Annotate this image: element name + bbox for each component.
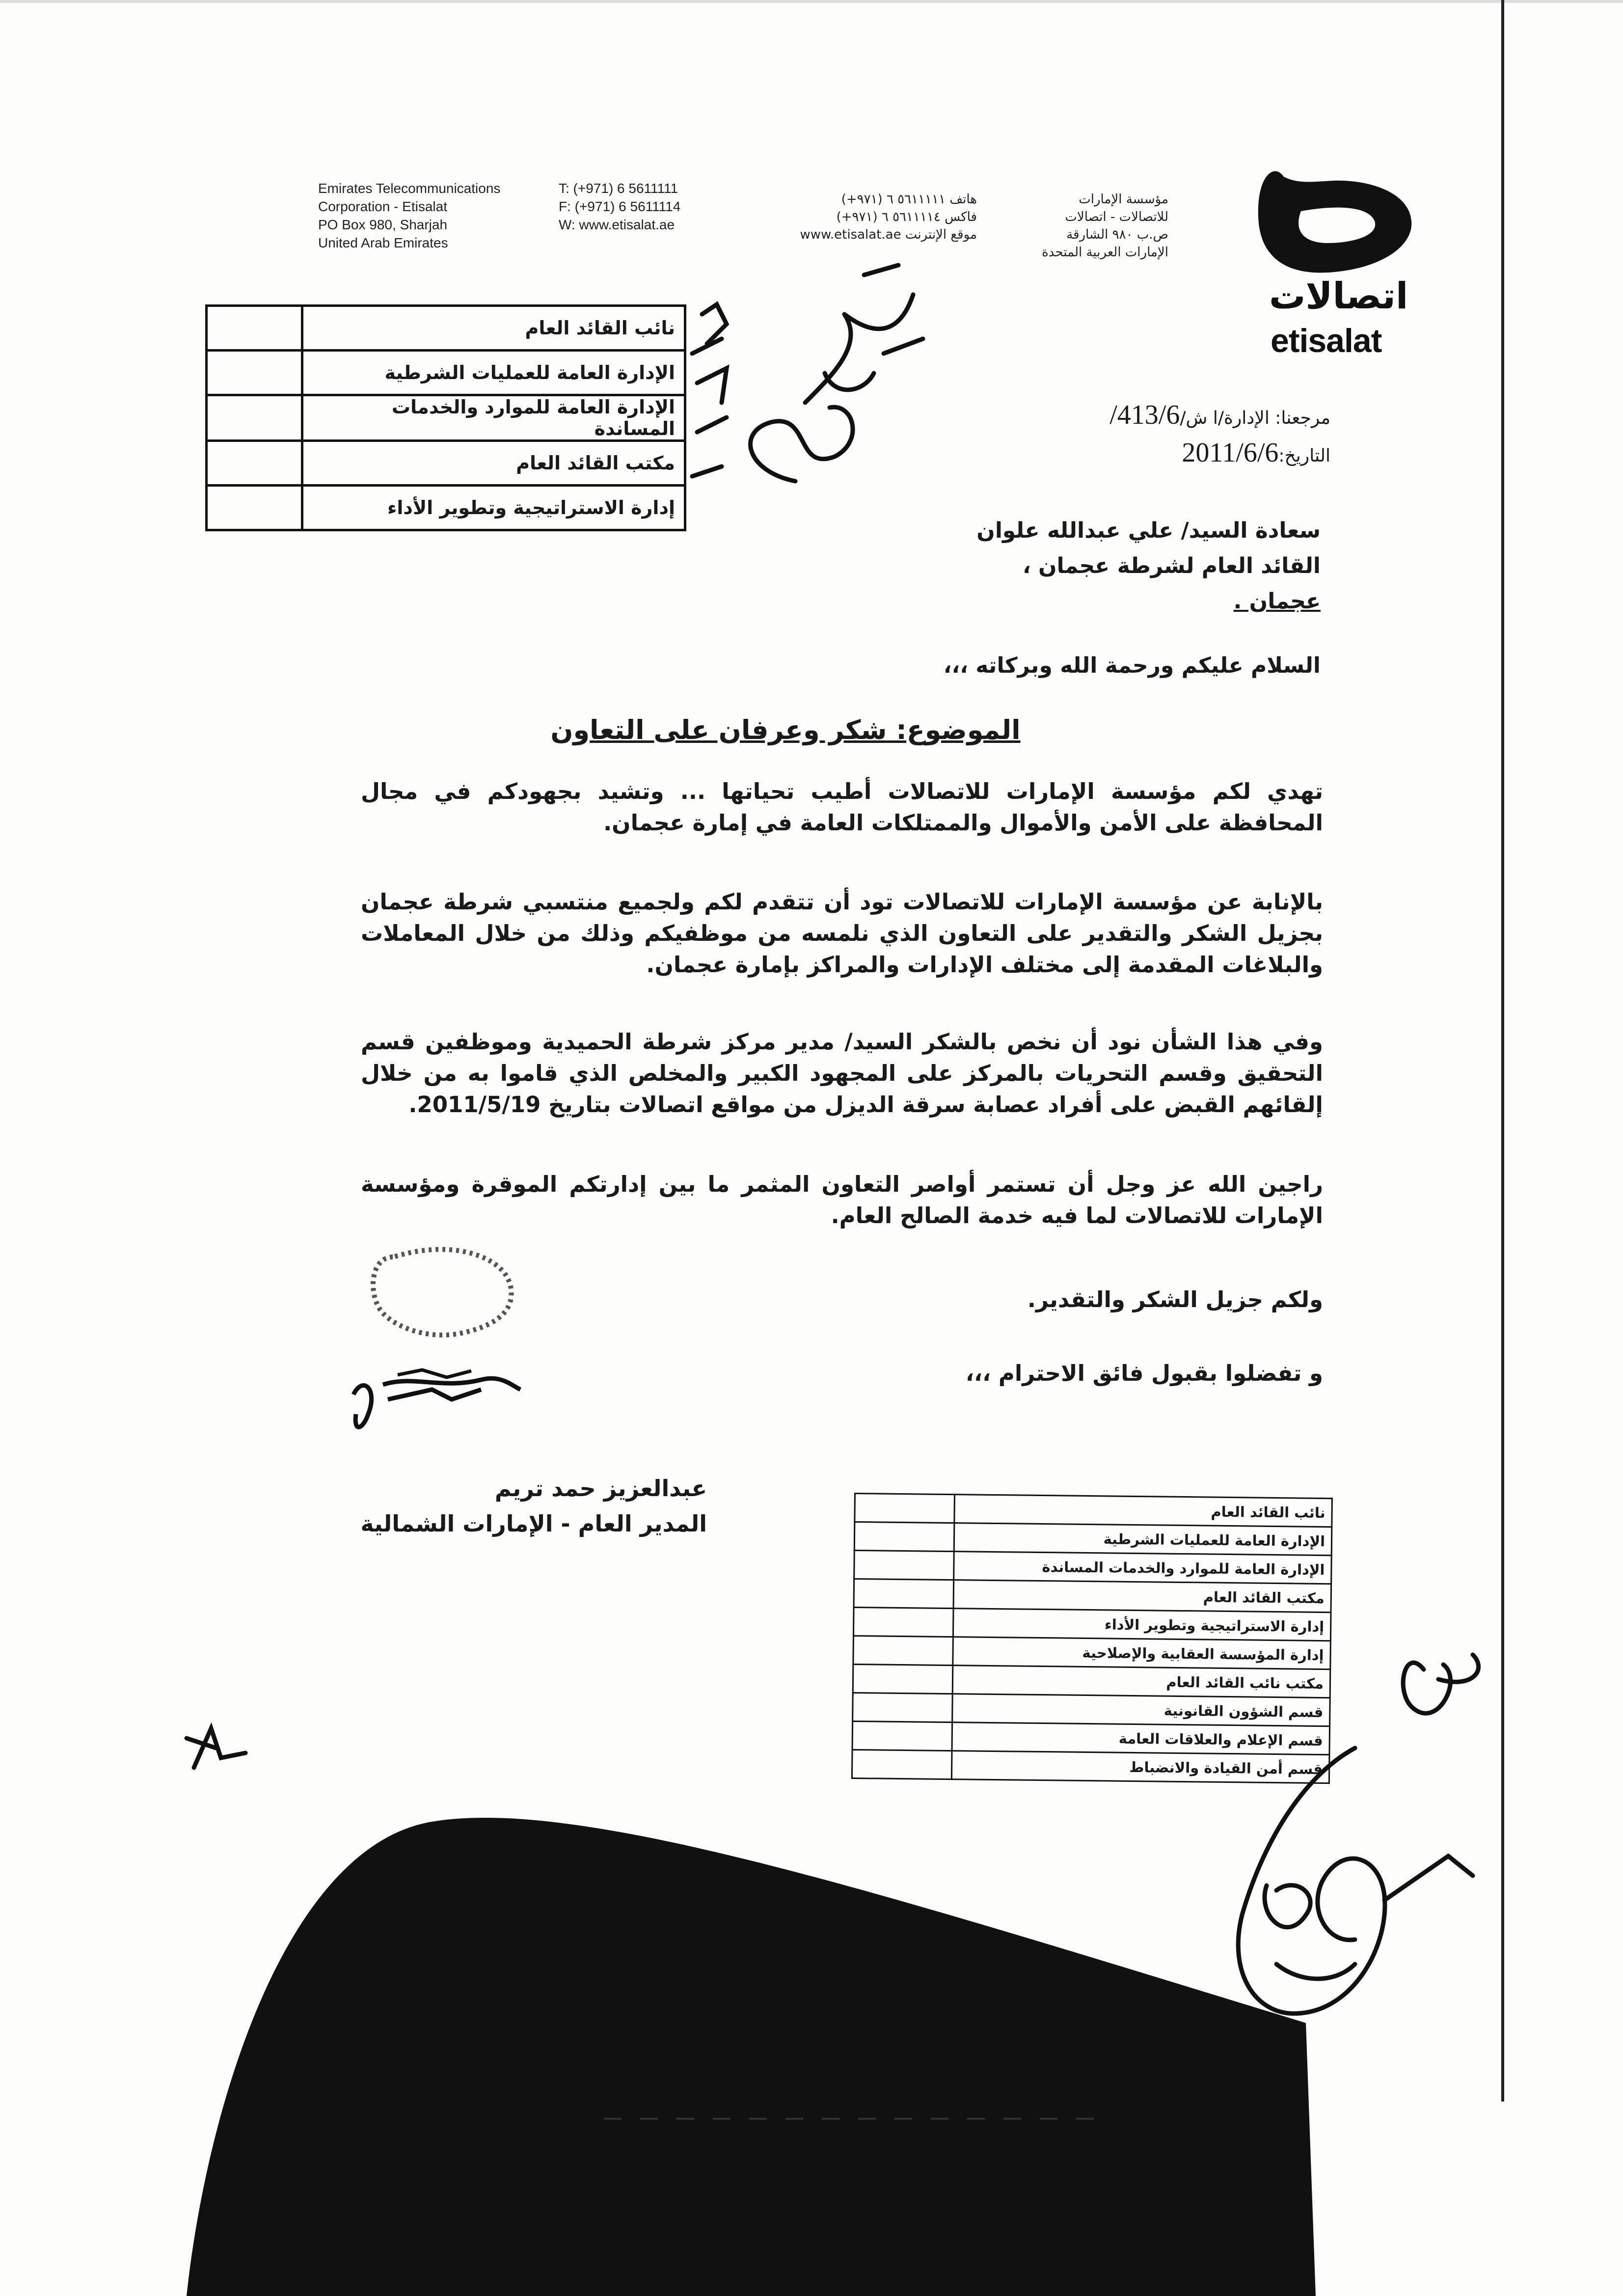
routing-label: قسم أمن القيادة والانضباط bbox=[951, 1751, 1329, 1783]
routing-check-cell bbox=[853, 1693, 953, 1722]
addressee-city: عجمان . bbox=[1233, 589, 1321, 614]
routing-check-cell bbox=[853, 1636, 953, 1665]
signature-stamp-icon bbox=[334, 1228, 638, 1483]
routing-label: قسم الشؤون القانونية bbox=[952, 1694, 1330, 1726]
routing-check-cell bbox=[854, 1551, 954, 1580]
scan-edge bbox=[1501, 0, 1504, 2102]
routing-row bbox=[207, 486, 685, 530]
routing-label: الإدارة العامة للموارد والخدمات المساندة bbox=[954, 1552, 1332, 1584]
closing-thanks: ولكم جزيل الشكر والتقدير. bbox=[1027, 1286, 1323, 1312]
routing-row bbox=[207, 351, 685, 395]
routing-row bbox=[852, 1721, 1330, 1754]
closing-regards: و تفضلوا بقبول فائق الاحترام ،،، bbox=[965, 1360, 1323, 1386]
routing-check-cell bbox=[855, 1494, 955, 1523]
website-ar: موقع الإنترنت www.etisalat.ae bbox=[800, 227, 977, 242]
routing-check-cell bbox=[852, 1721, 952, 1750]
company-address-line: United Arab Emirates bbox=[318, 235, 448, 250]
routing-label: قسم الإعلام والعلاقات العامة bbox=[952, 1722, 1330, 1755]
contact-info-en bbox=[559, 179, 680, 234]
routing-row bbox=[853, 1693, 1330, 1726]
routing-label: مكتب نائب القائد العام bbox=[952, 1666, 1330, 1698]
subject-line: الموضوع: شكر وعرفان على التعاون bbox=[550, 714, 1021, 745]
routing-label: إدارة المؤسسة العقابية والإصلاحية bbox=[953, 1637, 1331, 1669]
routing-label: الإدارة العامة للموارد والخدمات المساندة bbox=[302, 395, 685, 441]
body-paragraph: بالإنابة عن مؤسسة الإمارات للاتصالات تود أن تتقدم لكم ولجميع منتسبي شرطة عجمان بجزيل الشكر والتقدير على التعاون الذي نلمسه من موظفيكم وذلك من خلال المعاملات والبلاغات المقدمة إلى مختلف الإدارات والمراكز بإمارة عجمان. bbox=[361, 889, 1323, 978]
reference-line bbox=[1055, 398, 1330, 436]
routing-check-cell bbox=[207, 441, 302, 486]
routing-label: الإدارة العامة للعمليات الشرطية bbox=[302, 351, 685, 395]
reference-number: 413/6/ bbox=[1109, 400, 1180, 430]
routing-row bbox=[854, 1522, 1332, 1556]
scan-artifact-shape bbox=[187, 1768, 1316, 2296]
phone-number: T: (+971) 6 5611111 bbox=[559, 181, 678, 196]
routing-label: نائب القائد العام bbox=[302, 306, 685, 351]
routing-check-cell bbox=[854, 1522, 954, 1552]
routing-label: إدارة الاستراتيجية وتطوير الأداء bbox=[953, 1609, 1331, 1641]
routing-label: مكتب القائد العام bbox=[953, 1580, 1331, 1613]
routing-check-cell bbox=[853, 1608, 953, 1637]
routing-check-cell bbox=[207, 351, 302, 395]
date-label: التاريخ: bbox=[1278, 446, 1330, 466]
routing-row bbox=[207, 306, 685, 351]
greeting: السلام عليكم ورحمة الله وبركاته ،،، bbox=[943, 653, 1321, 678]
body-paragraph: راجين الله عز وجل أن تستمر أواصر التعاون المثمر ما بين إدارتكم الموقرة ومؤسسة الإمارات للاتصالات لما فيه خدمة الصالح العام. bbox=[361, 1171, 1323, 1229]
contact-info-ar bbox=[736, 191, 977, 244]
routing-row bbox=[853, 1664, 1330, 1697]
company-address-line: مؤسسة الإمارات bbox=[1079, 192, 1168, 207]
reference-block bbox=[1055, 398, 1330, 473]
routing-check-cell bbox=[853, 1664, 953, 1694]
company-address-ar bbox=[1021, 191, 1168, 261]
fax-number-ar: فاكس ٥٦١١١١٤ ٦ (٩٧١+) bbox=[836, 210, 977, 224]
routing-check-cell bbox=[207, 395, 302, 441]
routing-row bbox=[853, 1636, 1331, 1669]
company-address-line: الإمارات العربية المتحدة bbox=[1042, 245, 1168, 260]
routing-label: نائب القائد العام bbox=[954, 1495, 1332, 1527]
routing-row bbox=[854, 1551, 1332, 1584]
company-address-en bbox=[318, 179, 500, 252]
routing-row bbox=[854, 1579, 1331, 1613]
routing-label: الإدارة العامة للعمليات الشرطية bbox=[954, 1523, 1332, 1556]
signer-title: المدير العام - الإمارات الشمالية bbox=[360, 1510, 707, 1537]
company-address-line: للاتصالات - اتصالات bbox=[1065, 210, 1168, 224]
addressee-name: سعادة السيد/ علي عبدالله علوان bbox=[976, 518, 1321, 543]
scan-edge bbox=[0, 0, 1623, 3]
routing-check-cell bbox=[854, 1579, 954, 1609]
routing-table-top bbox=[205, 304, 686, 531]
fax-number: F: (+971) 6 5611114 bbox=[559, 199, 681, 214]
reference-label: مرجعنا: الإدارة/ا ش/ bbox=[1180, 408, 1330, 428]
date-value: 2011/6/6 bbox=[1182, 437, 1279, 468]
routing-row bbox=[855, 1494, 1332, 1527]
addressee-title: القائد العام لشرطة عجمان ، bbox=[1022, 553, 1321, 578]
routing-label: مكتب القائد العام bbox=[302, 441, 685, 486]
logo-text-ar: اتصالات bbox=[1269, 275, 1408, 317]
body-paragraph: وفي هذا الشأن نود أن نخص بالشكر السيد/ مدير مركز شرطة الحميدية وموظفين قسم التحقيق وقسم التحريات بالمركز على المجهود الكبير والمخلص الذي قاموا به من خلال إلقائهم القبض على أفراد عصابة سرقة الديزل من مواقع اتصالات بتاريخ 2011/5/19. bbox=[361, 1029, 1323, 1118]
signer-name: عبدالعزيز حمد تريم bbox=[494, 1475, 707, 1502]
routing-label: إدارة الاستراتيجية وتطوير الأداء bbox=[302, 486, 685, 530]
routing-row bbox=[207, 395, 685, 441]
phone-number-ar: هاتف ٥٦١١١١١ ٦ (٩٧١+) bbox=[841, 192, 977, 207]
routing-check-cell bbox=[207, 306, 302, 351]
website: W: www.etisalat.ae bbox=[559, 217, 675, 232]
company-address-line: Emirates Telecommunications bbox=[318, 181, 501, 196]
routing-row bbox=[207, 441, 685, 486]
company-address-line: PO Box 980, Sharjah bbox=[318, 217, 448, 232]
routing-check-cell bbox=[207, 486, 302, 530]
company-address-line: ص.ب ٩٨٠ الشارقة bbox=[1066, 227, 1168, 242]
company-address-line: Corporation - Etisalat bbox=[318, 199, 448, 214]
logo-text-en: etisalat bbox=[1271, 322, 1382, 359]
addressee-block bbox=[933, 513, 1321, 619]
body-paragraph: تهدي لكم مؤسسة الإمارات للاتصالات أطيب تحياتها ... وتشيد بجهودكم في مجال المحافظة على الأمن والأموال والممتلكات العامة في إمارة عجمان. bbox=[361, 778, 1323, 836]
signer-block bbox=[295, 1471, 707, 1541]
dashed-line bbox=[604, 2116, 1095, 2121]
routing-table-bottom bbox=[851, 1493, 1333, 1784]
routing-row bbox=[853, 1608, 1331, 1641]
date-line bbox=[1055, 436, 1330, 473]
